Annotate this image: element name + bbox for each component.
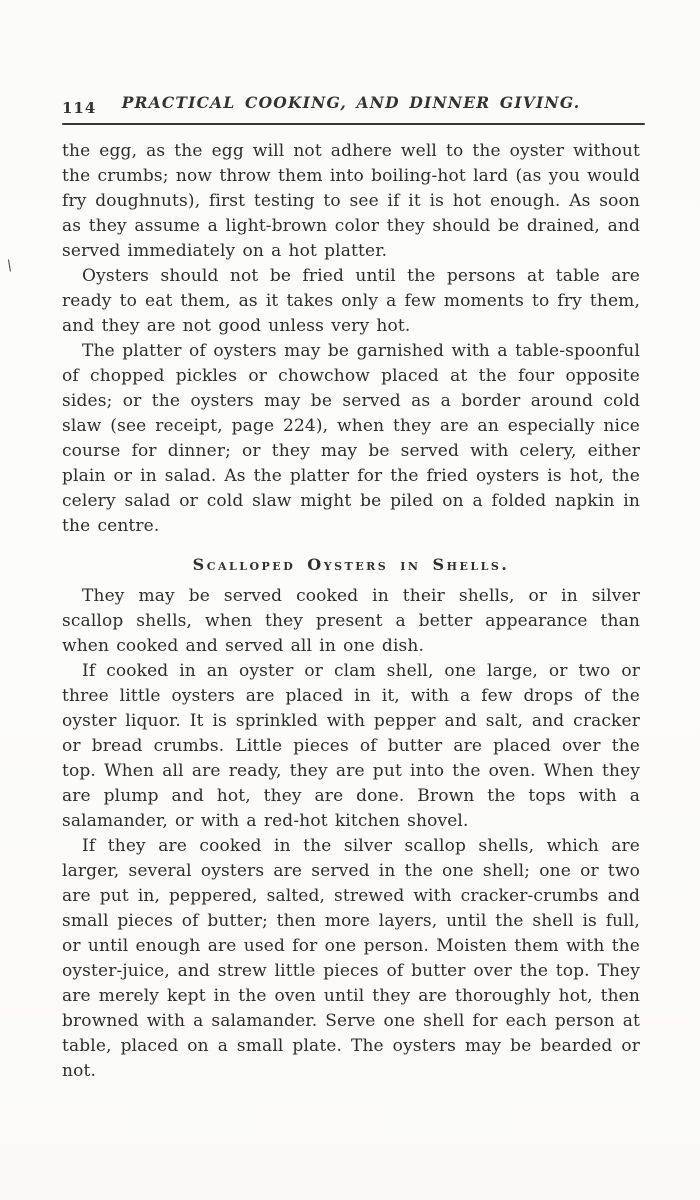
paragraph-platter-garnish: The platter of oysters may be garnished with a table-spoonful of chopped pickles or chowchow placed at the four opposite sides; or the oysters may be served as a border around cold slaw (see receipt, page 224), when they are an especially nice course for dinner; or they may be served with celery, either plain or in salad. As the platter for the fried oysters is hot, the celery salad or cold slaw might be piled on a folded napkin in the centre.: [62, 341, 640, 536]
paragraph-served-in-shells: They may be served cooked in their shells, or in silver scallop shells, when they present a better appearance than when cooked and served all in one dish.: [62, 586, 640, 656]
header-rule: [62, 123, 645, 125]
page-header: [62, 93, 640, 117]
page-body: [62, 139, 640, 1084]
page-number: 114: [62, 99, 97, 117]
paragraph-egg-crumbs: the egg, as the egg will not adhere well to the oyster without the crumbs; now throw them into boiling-hot lard (as you would fry doughnuts), first testing to see if it is hot enough. As soon as they assume a light-brown color they should be drained, and served immediately on a hot platter.: [62, 141, 640, 261]
paragraph-oysters-fried: Oysters should not be fried until the persons at table are ready to eat them, as it takes only a few moments to fry them, and they are not good unless very hot.: [62, 266, 640, 336]
paragraph-silver-scallop-shells: If they are cooked in the silver scallop shells, which are larger, several oysters are served in the one shell; one or two are put in, peppered, salted, strewed with cracker-crumbs and small pieces of butter; then more layers, until the shell is full, or until enough are used for one person. Moisten them with the oyster-juice, and strew little pieces of butter over the top. They are merely kept in the oven until they are thoroughly hot, then browned with a salamander. Serve one shell for each person at table, placed on a small plate. The oysters may be bearded or not.: [62, 836, 640, 1081]
section-heading: Scalloped Oysters in Shells.: [192, 555, 510, 574]
scan-artifact: \: [5, 257, 13, 275]
paragraph-oyster-clam-shell: If cooked in an oyster or clam shell, one large, or two or three little oysters are placed in it, with a few drops of the oyster liquor. It is sprinkled with pepper and salt, and cracker or bread crumbs. Little pieces of butter are placed over the top. When all are ready, they are put into the oven. When they are plump and hot, they are done. Brown the tops with a salamander, or with a red-hot kitchen shovel.: [62, 661, 640, 831]
running-title: PRACTICAL COOKING, AND DINNER GIVING.: [121, 93, 581, 112]
